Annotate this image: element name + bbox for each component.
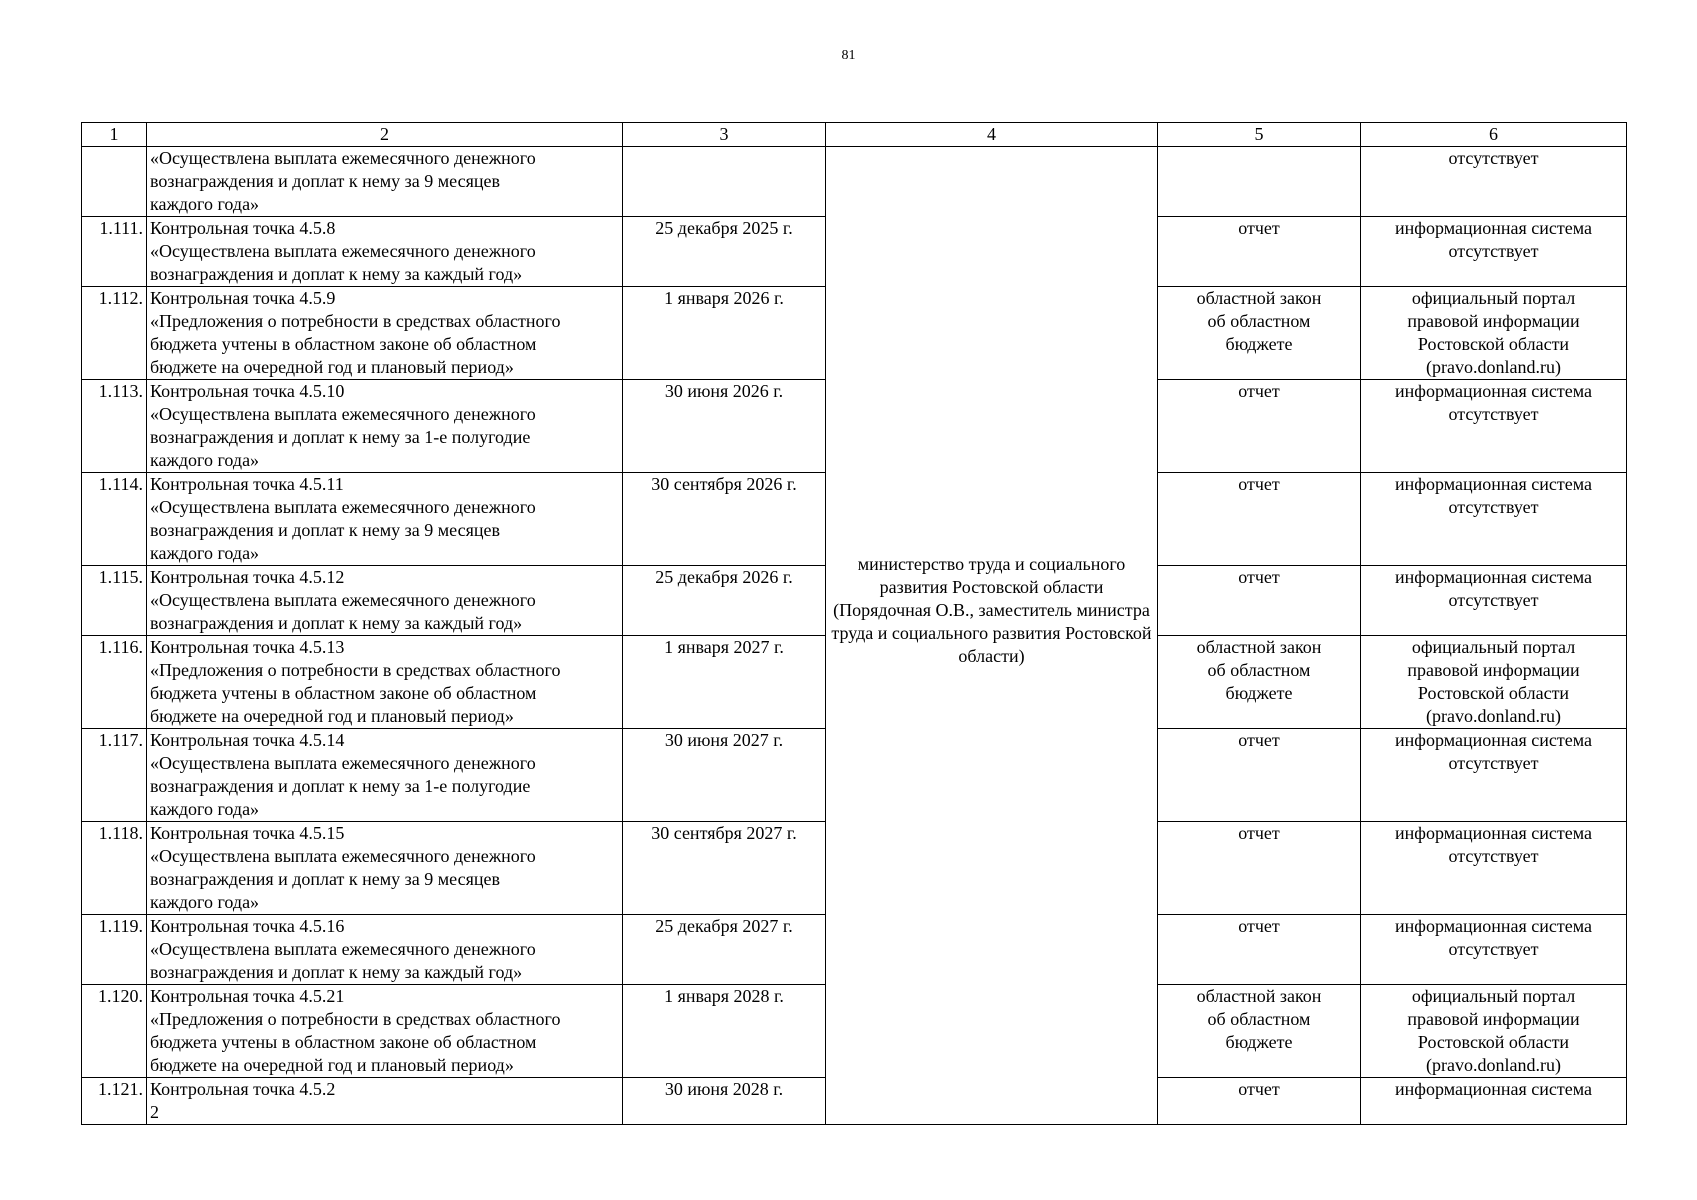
information-system-line: Ростовской области [1417, 334, 1570, 354]
information-system [1361, 985, 1627, 1078]
due-date: 1 января 2028 г. [623, 985, 826, 1078]
control-point-name-line: каждого года» [150, 892, 260, 912]
control-point-name-line: бюджета учтены в областном законе об областном [150, 683, 537, 703]
responsible-executor [826, 147, 1158, 1125]
control-point-name-line: каждого года» [150, 543, 260, 563]
document-type: отчет [1158, 1078, 1361, 1125]
information-system [1361, 566, 1627, 636]
information-system [1361, 636, 1627, 729]
row-number: 1.121. [82, 1078, 147, 1125]
document-type: отчет [1158, 915, 1361, 985]
information-system-line: (pravo.donland.ru) [1426, 357, 1561, 377]
row-number: 1.111. [82, 217, 147, 287]
information-system-line: официальный портал [1411, 986, 1576, 1006]
due-date: 25 декабря 2027 г. [623, 915, 826, 985]
information-system-line: официальный портал [1411, 637, 1576, 657]
information-system-line: информационная система [1395, 567, 1592, 587]
control-point-name-line: «Предложения о потребности в средствах областного [150, 1009, 561, 1029]
table-row [82, 147, 1627, 217]
control-point-name-line: «Предложения о потребности в средствах областного [150, 660, 561, 680]
document-type: отчет [1158, 217, 1361, 287]
due-date: 30 сентября 2027 г. [623, 822, 826, 915]
control-point-name-line: вознаграждения и доплат к нему за 9 месяцев [150, 520, 500, 540]
control-point-name-line: бюджете на очередной год и плановый период» [150, 357, 514, 377]
control-point-name-line: Контрольная точка 4.5.15 [150, 823, 345, 843]
control-point-name-line: каждого года» [150, 450, 260, 470]
document-type-line: об областном [1207, 311, 1311, 331]
information-system-line: отсутствует [1448, 939, 1539, 959]
control-point-name-line: Контрольная точка 4.5.14 [150, 730, 345, 750]
header-cell: 2 [147, 123, 623, 147]
control-point-name-line: вознаграждения и доплат к нему за каждый год» [150, 962, 523, 982]
due-date [623, 147, 826, 217]
control-point-name-line: Контрольная точка 4.5.10 [150, 381, 345, 401]
due-date: 30 июня 2028 г. [623, 1078, 826, 1125]
document-type: отчет [1158, 566, 1361, 636]
information-system-line: отсутствует [1448, 753, 1539, 773]
due-date: 25 декабря 2026 г. [623, 566, 826, 636]
information-system [1361, 729, 1627, 822]
information-system [1361, 217, 1627, 287]
control-point-name [147, 473, 623, 566]
document-type-line: бюджете [1225, 334, 1293, 354]
control-point-name [147, 822, 623, 915]
information-system-line: (pravo.donland.ru) [1426, 706, 1561, 726]
control-point-name-line: вознаграждения и доплат к нему за 1-е полугодие [150, 427, 531, 447]
page-number: 81 [841, 48, 856, 63]
document-type-line: областной закон [1196, 637, 1322, 657]
control-points-table [81, 122, 1627, 1125]
control-point-name-line: бюджете на очередной год и плановый период» [150, 706, 514, 726]
document-type-line: областной закон [1196, 288, 1322, 308]
information-system-line: информационная система [1395, 823, 1592, 843]
due-date: 25 декабря 2025 г. [623, 217, 826, 287]
information-system-line: информационная система [1395, 730, 1592, 750]
row-number: 1.114. [82, 473, 147, 566]
control-point-name-line: Контрольная точка 4.5.2 [150, 1079, 336, 1099]
document-type [1158, 985, 1361, 1078]
control-point-name [147, 566, 623, 636]
row-number [82, 147, 147, 217]
due-date: 30 июня 2026 г. [623, 380, 826, 473]
row-number: 1.113. [82, 380, 147, 473]
information-system [1361, 915, 1627, 985]
document-type: отчет [1158, 380, 1361, 473]
information-system [1361, 822, 1627, 915]
control-point-name-line: «Осуществлена выплата ежемесячного денежного [150, 590, 536, 610]
document-type [1158, 147, 1361, 217]
control-point-name-line: «Осуществлена выплата ежемесячного денежного [150, 939, 536, 959]
control-point-name [147, 147, 623, 217]
control-point-name-line: каждого года» [150, 799, 260, 819]
information-system-line: информационная система [1395, 381, 1592, 401]
control-point-name-line: «Осуществлена выплата ежемесячного денежного [150, 497, 536, 517]
document-type: отчет [1158, 822, 1361, 915]
document-type-line: областной закон [1196, 986, 1322, 1006]
responsible-executor-text: министерство труда и социального развития Ростовской области (Порядочная О.В., заместитель министра труда и социального развития Ростовской области) [831, 554, 1152, 666]
row-number: 1.119. [82, 915, 147, 985]
control-point-name [147, 217, 623, 287]
header-cell: 6 [1361, 123, 1627, 147]
row-number: 1.117. [82, 729, 147, 822]
control-point-name-line: 2 [150, 1102, 159, 1122]
information-system-line: информационная система [1395, 916, 1592, 936]
due-date: 30 июня 2027 г. [623, 729, 826, 822]
control-point-name [147, 915, 623, 985]
document-type [1158, 636, 1361, 729]
due-date: 1 января 2026 г. [623, 287, 826, 380]
information-system-line: отсутствует [1448, 846, 1539, 866]
due-date: 1 января 2027 г. [623, 636, 826, 729]
control-point-name-line: бюджете на очередной год и плановый период» [150, 1055, 514, 1075]
information-system-line: информационная система [1395, 218, 1592, 238]
control-point-name [147, 287, 623, 380]
control-point-name-line: вознаграждения и доплат к нему за 9 месяцев [150, 869, 500, 889]
control-point-name-line: вознаграждения и доплат к нему за 1-е полугодие [150, 776, 531, 796]
information-system [1361, 473, 1627, 566]
control-point-name-line: «Осуществлена выплата ежемесячного денежного [150, 753, 536, 773]
control-point-name-line: вознаграждения и доплат к нему за каждый год» [150, 264, 523, 284]
control-point-name-line: «Осуществлена выплата ежемесячного денежного [150, 404, 536, 424]
document-type: отчет [1158, 729, 1361, 822]
header-cell: 3 [623, 123, 826, 147]
control-point-name-line: Контрольная точка 4.5.9 [150, 288, 336, 308]
information-system-line: Ростовской области [1417, 683, 1570, 703]
control-point-name-line: Контрольная точка 4.5.21 [150, 986, 345, 1006]
control-point-name-line: Контрольная точка 4.5.12 [150, 567, 345, 587]
header-cell: 5 [1158, 123, 1361, 147]
control-point-name-line: вознаграждения и доплат к нему за каждый год» [150, 613, 523, 633]
row-number: 1.112. [82, 287, 147, 380]
control-point-name-line: Контрольная точка 4.5.16 [150, 916, 345, 936]
document-type-line: об областном [1207, 1009, 1311, 1029]
control-point-name-line: Контрольная точка 4.5.13 [150, 637, 345, 657]
control-point-name-line: «Осуществлена выплата ежемесячного денежного [150, 148, 536, 168]
document-type [1158, 287, 1361, 380]
control-point-name-line: вознаграждения и доплат к нему за 9 месяцев [150, 171, 500, 191]
header-cell: 1 [82, 123, 147, 147]
control-point-name [147, 985, 623, 1078]
control-point-name [147, 729, 623, 822]
control-point-name-line: бюджета учтены в областном законе об областном [150, 334, 537, 354]
row-number: 1.115. [82, 566, 147, 636]
row-number: 1.116. [82, 636, 147, 729]
information-system [1361, 380, 1627, 473]
control-point-name [147, 636, 623, 729]
information-system-line: отсутствует [1448, 590, 1539, 610]
information-system-line: отсутствует [1448, 404, 1539, 424]
control-point-name-line: Контрольная точка 4.5.11 [150, 474, 344, 494]
control-point-name-line: бюджета учтены в областном законе об областном [150, 1032, 537, 1052]
control-point-name-line: «Осуществлена выплата ежемесячного денежного [150, 846, 536, 866]
information-system-line: Ростовской области [1417, 1032, 1570, 1052]
control-point-name [147, 380, 623, 473]
information-system-line: правовой информации [1407, 1009, 1580, 1029]
control-point-name-line: каждого года» [150, 194, 260, 214]
due-date: 30 сентября 2026 г. [623, 473, 826, 566]
information-system [1361, 287, 1627, 380]
information-system-line: отсутствует [1448, 497, 1539, 517]
row-number: 1.118. [82, 822, 147, 915]
table-header-row [82, 123, 1627, 147]
control-point-name-line: «Предложения о потребности в средствах областного [150, 311, 561, 331]
header-cell: 4 [826, 123, 1158, 147]
document-type-line: об областном [1207, 660, 1311, 680]
information-system-line: отсутствует [1448, 241, 1539, 261]
information-system-line: правовой информации [1407, 660, 1580, 680]
document-type: отчет [1158, 473, 1361, 566]
row-number: 1.120. [82, 985, 147, 1078]
information-system-line: (pravo.donland.ru) [1426, 1055, 1561, 1075]
control-point-name-line: «Осуществлена выплата ежемесячного денежного [150, 241, 536, 261]
information-system-line: информационная система [1395, 474, 1592, 494]
control-point-name-line: Контрольная точка 4.5.8 [150, 218, 336, 238]
document-type-line: бюджете [1225, 1032, 1293, 1052]
information-system: информационная система [1361, 1078, 1627, 1125]
information-system-line: правовой информации [1407, 311, 1580, 331]
control-point-name [147, 1078, 623, 1125]
document-type-line: бюджете [1225, 683, 1293, 703]
information-system: отсутствует [1361, 147, 1627, 217]
information-system-line: официальный портал [1411, 288, 1576, 308]
